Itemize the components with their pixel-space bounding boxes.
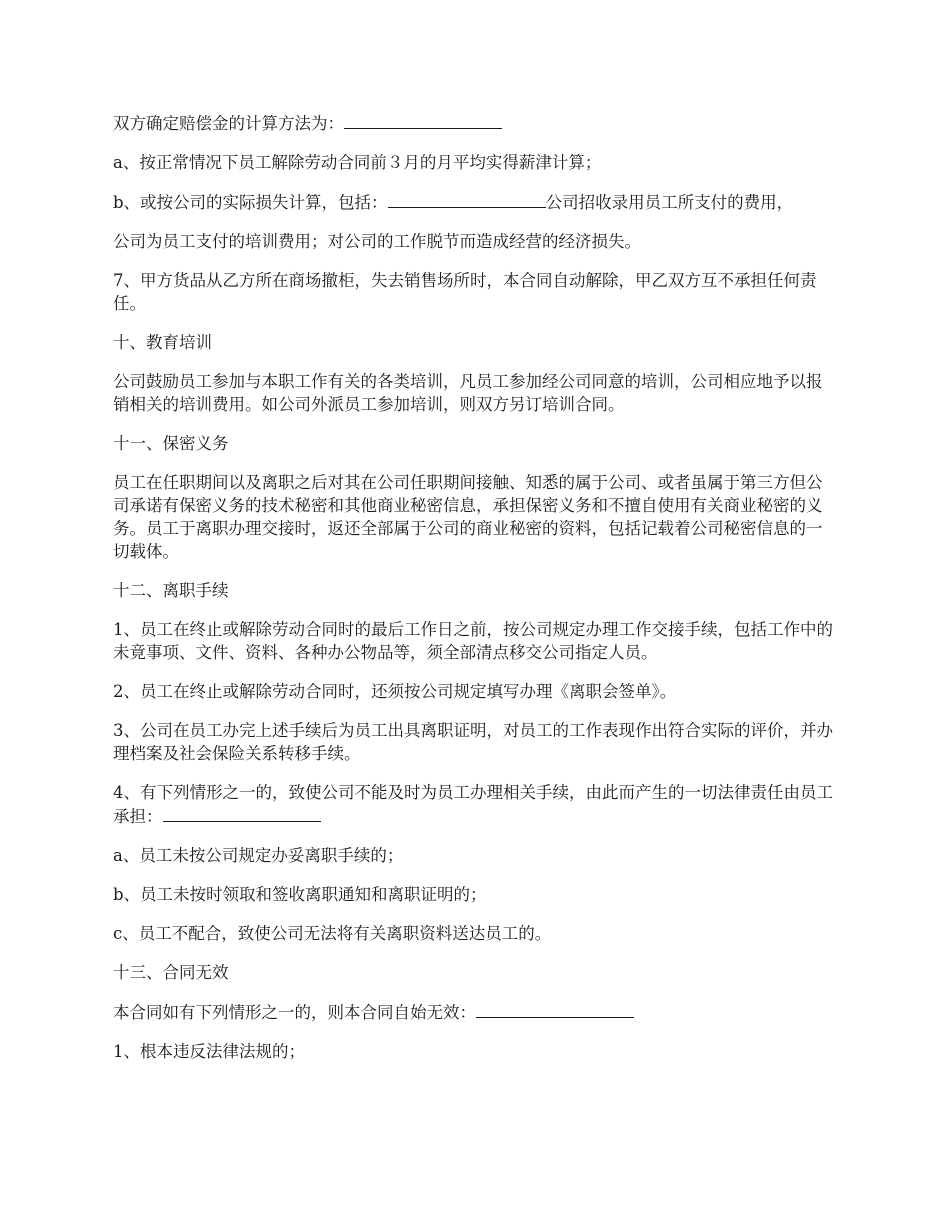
paragraph-resignation-2: 2、员工在终止或解除劳动合同时，还须按公司规定填写办理《离职会签单》。 [113,682,677,701]
section-heading-invalid: 十三、合同无效 [113,963,229,982]
fill-in-blank[interactable] [388,190,546,208]
paragraph-item-7: 7、甲方货品从乙方所在商场撤柜，失去销售场所时，本合同自动解除，甲乙双方互不承担任何责任。 [113,271,817,313]
document-body [113,111,833,1079]
paragraph-resignation-4: 4、有下列情形之一的，致使公司不能及时为员工办理相关手续，由此而产生的一切法律责任由员工承担： [113,783,833,826]
fill-in-blank[interactable] [344,111,502,129]
paragraph-item-a: a、按正常情况下员工解除劳动合同前３月的月平均实得薪津计算； [113,153,602,172]
paragraph-compensation-method: 双方确定赔偿金的计算方法为： [113,111,833,135]
paragraph-confidentiality: 员工在任职期间以及离职之后对其在公司任职期间接触、知悉的属于公司、或者虽属于第三方但公司承诺有保密义务的技术秘密和其他商业秘密信息，承担保密义务和不擅自使用有关商业秘密的义务。员工于离职办理交接时，返还全部属于公司的商业秘密的资料，包括记载着公司秘密信息的一切载体。 [113,473,823,561]
section-heading-resignation: 十二、离职手续 [113,581,229,600]
fill-in-blank[interactable] [476,1000,634,1018]
section-heading-education: 十、教育培训 [113,333,212,352]
paragraph-training-costs: 公司为员工支付的培训费用；对公司的工作脱节而造成经营的经济损失。 [113,232,641,251]
paragraph-resignation-a: a、员工未按公司规定办妥离职手续的； [113,846,404,865]
paragraph-resignation-3: 3、公司在员工办完上述手续后为员工出具离职证明，对员工的工作表现作出符合实际的评价，并办理档案及社会保险关系转移手续。 [113,721,833,763]
paragraph-resignation-c: c、员工不配合，致使公司无法将有关离职资料送达员工的。 [113,924,552,943]
paragraph-item-b: b、或按公司的实际损失计算，包括： 公司招收录用员工所支付的费用， [113,190,833,214]
paragraph-invalid: 本合同如有下列情形之一的，则本合同自始无效： [113,1000,833,1024]
paragraph-education: 公司鼓励员工参加与本职工作有关的各类培训，凡员工参加经公司同意的培训，公司相应地予以报销相关的培训费用。如公司外派员工参加培训，则双方另订培训合同。 [113,372,823,414]
paragraph-invalid-1: 1、根本违反法律法规的； [113,1042,305,1061]
section-heading-confidentiality: 十一、保密义务 [113,434,229,453]
fill-in-blank[interactable] [163,804,321,822]
paragraph-resignation-1: 1、员工在终止或解除劳动合同时的最后工作日之前，按公司规定办理工作交接手续，包括工作中的未竟事项、文件、资料、各种办公物品等，须全部清点移交公司指定人员。 [113,620,833,662]
paragraph-resignation-b: b、员工未按时领取和签收离职通知和离职证明的； [113,885,487,904]
